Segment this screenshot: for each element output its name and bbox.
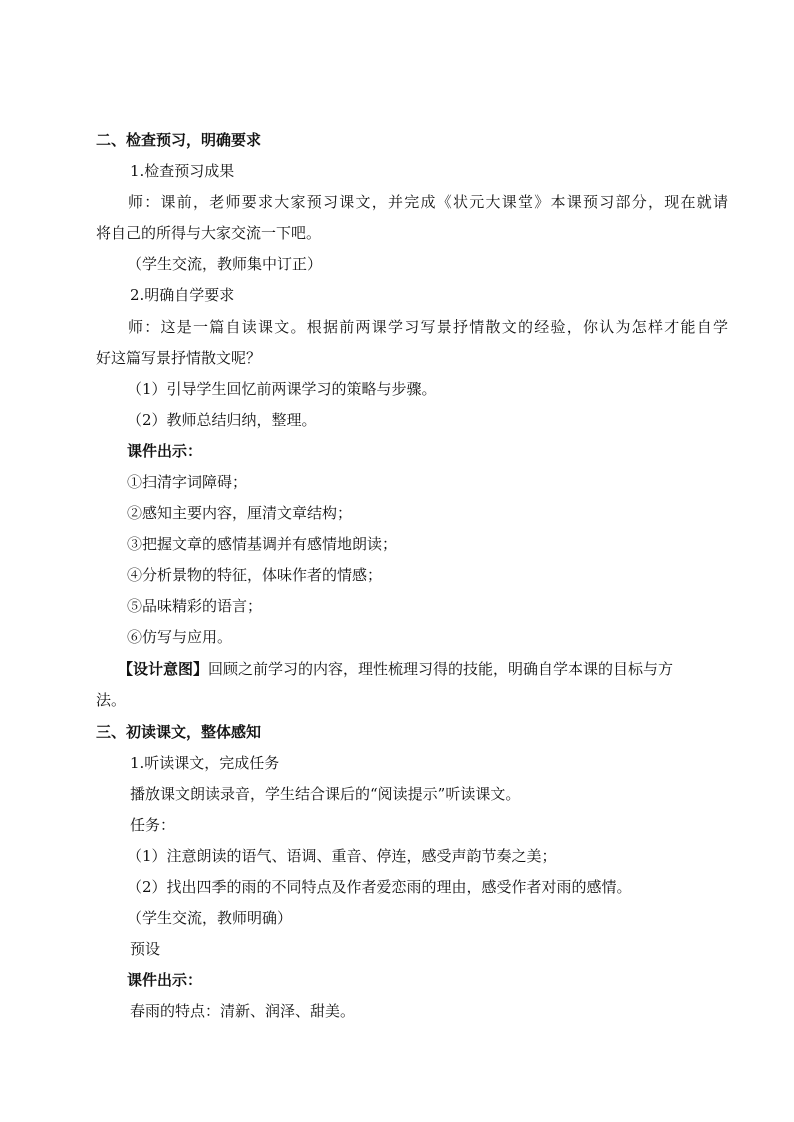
list-item: （1）引导学生回忆前两课学习的策略与步骤。 (127, 380, 437, 398)
paragraph-line: 播放课文朗读录音，学生结合课后的“阅读提示”听读课文。 (130, 785, 521, 803)
design-intent (118, 659, 673, 679)
list-item: （2）教师总结归纳，整理。 (127, 411, 317, 429)
section-heading-2: 二、检查预习，明确要求 (96, 131, 262, 149)
design-intent-label: 【设计意图】 (118, 660, 209, 678)
subsection-title: 1.听读课文，完成任务 (130, 754, 280, 772)
note-line: （学生交流，教师明确） (127, 909, 293, 927)
note-line: （学生交流，教师集中订正） (127, 255, 323, 273)
step-item: ③把握文章的感情基调并有感情地朗读； (127, 535, 398, 553)
subsection-title: 1.检查预习成果 (130, 162, 235, 180)
step-item: ①扫清字词障碍； (127, 473, 248, 491)
task-item: （2）找出四季的雨的不同特点及作者爱恋雨的理由，感受作者对雨的感情。 (127, 878, 632, 896)
courseware-label: 课件出示： (127, 971, 203, 989)
task-item: （1）注意朗读的语气、语调、重音、停连，感受声韵节奏之美； (127, 847, 557, 865)
paragraph-line: 春雨的特点：清新、润泽、甜美。 (130, 1002, 356, 1020)
step-item: ⑤品味精彩的语言； (127, 597, 263, 615)
paragraph-line: 将自己的所得与大家交流一下吧。 (96, 224, 322, 242)
task-label: 任务： (130, 816, 176, 834)
step-item: ④分析景物的特征，体味作者的情感； (127, 566, 383, 584)
paragraph-line: 好这篇写景抒情散文呢？ (96, 349, 262, 367)
subsection-title: 2.明确自学要求 (130, 286, 235, 304)
step-item: ②感知主要内容，厘清文章结构； (127, 504, 353, 522)
courseware-label: 课件出示： (127, 442, 203, 460)
paragraph-line: 师：课前，老师要求大家预习课文，并完成《状元大课堂》本课预习部分，现在就请 (128, 193, 728, 211)
paragraph-line: 师：这是一篇自读课文。根据前两课学习写景抒情散文的经验，你认为怎样才能自学 (128, 318, 728, 336)
step-item: ⑥仿写与应用。 (127, 628, 233, 646)
section-heading-3: 三、初读课文，整体感知 (96, 723, 262, 741)
design-intent-text: 回顾之前学习的内容，理性梳理习得的技能，明确自学本课的目标与方 (208, 660, 674, 678)
paragraph-line: 法。 (96, 691, 127, 709)
preset-label: 预设 (130, 940, 161, 958)
